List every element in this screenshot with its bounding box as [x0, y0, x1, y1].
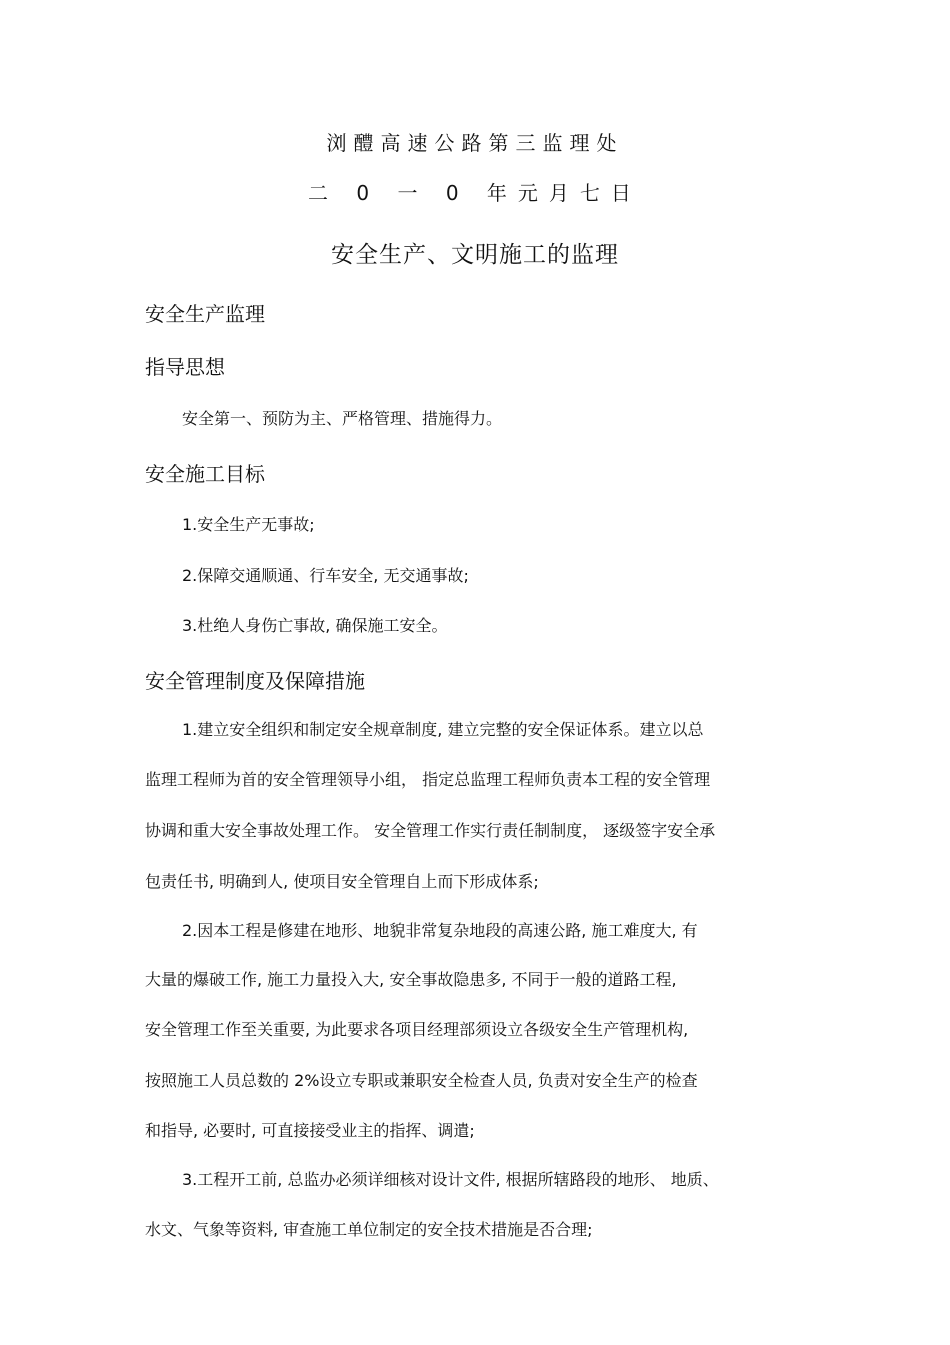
- goal-item: 2.保障交通顺通、行车安全, 无交通事故;: [182, 566, 469, 585]
- paragraph-line: 包责任书, 明确到人, 使项目安全管理自上而下形成体系;: [145, 872, 539, 891]
- org-name: 浏醴高速公路第三监理处: [326, 131, 624, 155]
- paragraph-line: 协调和重大安全事故处理工作。 安全管理工作实行责任制制度， 逐级签字安全承: [145, 821, 716, 840]
- paragraph-line: 和指导, 必要时, 可直接接受业主的指挥、调遣;: [145, 1121, 475, 1140]
- document-date: 二 0 一 0 年元月七日: [308, 181, 642, 205]
- guiding-text: 安全第一、预防为主、严格管理、措施得力。: [182, 409, 503, 428]
- goals-heading: 安全施工目标: [145, 462, 265, 486]
- paragraph-line: 水文、气象等资料, 审查施工单位制定的安全技术措施是否合理;: [145, 1220, 593, 1239]
- goal-item: 1.安全生产无事故;: [182, 515, 315, 534]
- paragraph-line: 1.建立安全组织和制定安全规章制度, 建立完整的安全保证体系。建立以总: [182, 720, 704, 739]
- guiding-heading: 指导思想: [145, 355, 225, 379]
- paragraph-line: 3.工程开工前, 总监办必须详细核对设计文件, 根据所辖路段的地形、 地质、: [182, 1170, 719, 1189]
- paragraph-line: 按照施工人员总数的 2%设立专职或兼职安全检查人员, 负责对安全生产的检查: [145, 1071, 698, 1090]
- goal-item: 3.杜绝人身伤亡事故, 确保施工安全。: [182, 616, 448, 635]
- paragraph-line: 2.因本工程是修建在地形、地貌非常复杂地段的高速公路, 施工难度大, 有: [182, 921, 698, 940]
- paragraph-line: 安全管理工作至关重要, 为此要求各项目经理部须设立各级安全生产管理机构,: [145, 1020, 689, 1039]
- section-heading: 安全生产监理: [145, 302, 265, 326]
- document-title: 安全生产、文明施工的监理: [331, 242, 619, 268]
- paragraph-line: 监理工程师为首的安全管理领导小组， 指定总监理工程师负责本工程的安全管理: [145, 770, 711, 789]
- paragraph-line: 大量的爆破工作, 施工力量投入大, 安全事故隐患多, 不同于一般的道路工程,: [145, 970, 677, 989]
- measures-heading: 安全管理制度及保障措施: [145, 669, 365, 693]
